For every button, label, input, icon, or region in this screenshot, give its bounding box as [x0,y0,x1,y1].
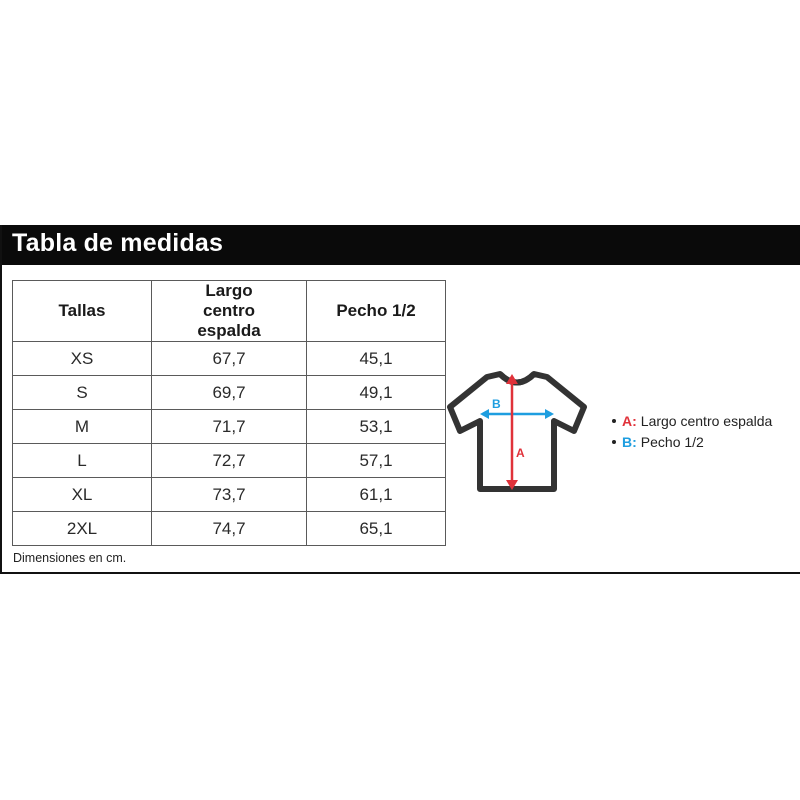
cell-chest: 49,1 [307,376,446,410]
cell-size: XS [13,342,152,376]
cell-length: 72,7 [152,444,307,478]
cell-chest: 53,1 [307,410,446,444]
legend [612,411,772,453]
label-a: A [516,446,525,460]
cell-size: S [13,376,152,410]
column-header-size: Tallas [13,281,152,342]
cell-chest: 45,1 [307,342,446,376]
table-header-row [13,281,446,342]
bullet-icon [612,419,616,423]
cell-length: 71,7 [152,410,307,444]
cell-chest: 61,1 [307,478,446,512]
page-title: Tabla de medidas [12,229,224,257]
tshirt-icon [442,369,592,499]
units-note: Dimensiones en cm. [13,551,127,565]
table-row [13,512,446,546]
cell-length: 69,7 [152,376,307,410]
table-row [13,410,446,444]
table-row [13,376,446,410]
legend-item-a: A: Largo centro espalda [612,411,772,432]
cell-length: 73,7 [152,478,307,512]
bullet-icon [612,440,616,444]
size-chart [0,225,800,574]
cell-chest: 65,1 [307,512,446,546]
label-b: B [492,397,501,411]
column-header-length: Largo centro espalda [152,281,307,342]
cell-length: 74,7 [152,512,307,546]
cell-size: 2XL [13,512,152,546]
size-table [12,280,446,546]
title-bar [2,225,800,265]
cell-chest: 57,1 [307,444,446,478]
cell-length: 67,7 [152,342,307,376]
cell-size: M [13,410,152,444]
table-row [13,478,446,512]
cell-size: XL [13,478,152,512]
table-row [13,342,446,376]
table-row [13,444,446,478]
column-header-chest: Pecho 1/2 [307,281,446,342]
cell-size: L [13,444,152,478]
legend-item-b: B: Pecho 1/2 [612,432,772,453]
